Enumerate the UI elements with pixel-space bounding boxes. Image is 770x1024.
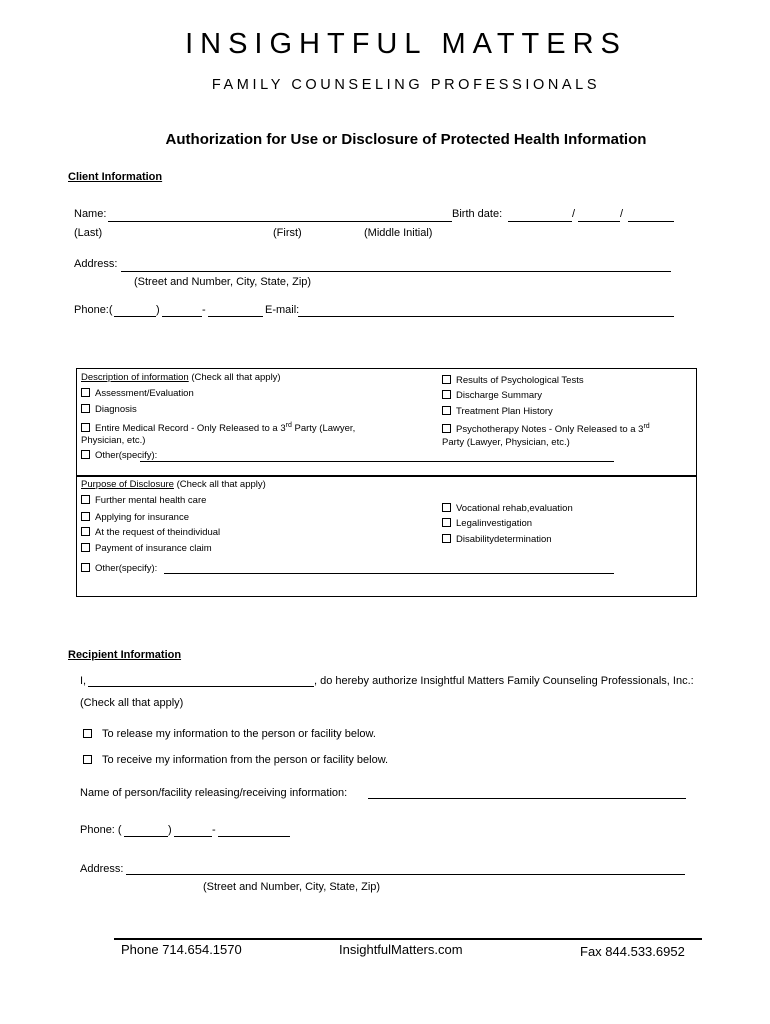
footer-fax: Fax 844.533.6952 bbox=[580, 944, 685, 959]
cb-applying-insurance[interactable] bbox=[81, 512, 189, 523]
cb-results[interactable] bbox=[442, 375, 584, 386]
checkbox[interactable] bbox=[81, 495, 90, 504]
cb-other-purpose[interactable] bbox=[81, 563, 157, 574]
recipient-i-label: I, bbox=[80, 675, 87, 687]
cb-psych-label-a: Psychotherapy Notes - Only Released to a 3 bbox=[456, 424, 644, 436]
cb-results-label: Results of Psychological Tests bbox=[456, 375, 584, 386]
checkbox[interactable] bbox=[81, 543, 90, 552]
cb-entire-record[interactable] bbox=[81, 422, 355, 434]
name-field[interactable] bbox=[108, 221, 452, 222]
cb-disability[interactable] bbox=[442, 534, 552, 545]
address-field[interactable] bbox=[121, 271, 671, 272]
cb-diagnosis[interactable] bbox=[81, 404, 137, 415]
checkbox[interactable] bbox=[83, 755, 92, 764]
cb-treatment[interactable] bbox=[442, 406, 553, 417]
name-label: Name: bbox=[74, 208, 107, 220]
checkbox[interactable] bbox=[83, 729, 92, 738]
address-label: Address: bbox=[74, 258, 118, 270]
birth-month-field[interactable] bbox=[508, 221, 572, 222]
checkbox[interactable] bbox=[442, 406, 451, 415]
cb-entire-label-a: Entire Medical Record - Only Released to a 3 bbox=[95, 423, 286, 435]
cb-request-individual[interactable] bbox=[81, 527, 220, 538]
recipient-phone-prefix[interactable] bbox=[174, 836, 212, 837]
phone-prefix-field[interactable] bbox=[162, 316, 202, 317]
cb-release-label: To release my information to the person or facility below. bbox=[102, 728, 376, 740]
cb-discharge-label: Discharge Summary bbox=[456, 390, 543, 401]
cb-other-label: Other(specify): bbox=[95, 450, 158, 461]
footer-phone: Phone 714.654.1570 bbox=[121, 942, 242, 957]
cb-discharge[interactable] bbox=[442, 390, 542, 401]
cb-release[interactable] bbox=[83, 728, 376, 740]
first-name-hint: (First) bbox=[273, 227, 302, 239]
description-heading bbox=[81, 372, 281, 383]
checkbox[interactable] bbox=[442, 518, 451, 527]
cb-further-care[interactable] bbox=[81, 495, 206, 506]
client-section-title: Client Information bbox=[68, 171, 163, 183]
email-label: E-mail: bbox=[265, 304, 300, 316]
cb-request-label: At the request of theindividual bbox=[95, 527, 221, 538]
phone-label: Phone:( bbox=[74, 304, 113, 316]
cb-vocational-label: Vocational rehab,evaluation bbox=[456, 503, 573, 514]
recipient-phone-label: Phone: ( bbox=[80, 824, 122, 836]
description-heading-text: Description of information bbox=[81, 372, 189, 383]
authorize-text: , do hereby authorize Insightful Matters Family Counseling Professionals, Inc.: bbox=[314, 675, 694, 687]
cb-legal-label: Legalinvestigation bbox=[456, 518, 533, 529]
cb-treatment-label: Treatment Plan History bbox=[456, 406, 553, 417]
footer-rule bbox=[114, 938, 702, 940]
recipient-address-label: Address: bbox=[80, 863, 124, 875]
check-all-note: (Check all that apply) bbox=[80, 697, 184, 709]
checkbox[interactable] bbox=[442, 424, 451, 433]
recipient-address-hint: (Street and Number, City, State, Zip) bbox=[203, 881, 381, 893]
birth-date-label: Birth date: bbox=[452, 208, 503, 220]
address-hint: (Street and Number, City, State, Zip) bbox=[134, 276, 312, 288]
cb-vocational[interactable] bbox=[442, 503, 573, 514]
authorizer-name-field[interactable] bbox=[88, 686, 314, 687]
cb-assessment-label: Assessment/Evaluation bbox=[95, 388, 194, 399]
checkbox[interactable] bbox=[442, 534, 451, 543]
brand-tagline: FAMILY COUNSELING PROFESSIONALS bbox=[211, 77, 601, 93]
brand-name: INSIGHTFUL MATTERS bbox=[185, 28, 627, 60]
phone-line-field[interactable] bbox=[208, 316, 263, 317]
cb-legal[interactable] bbox=[442, 518, 532, 529]
description-heading-note: (Check all that apply) bbox=[191, 372, 281, 383]
phone-dash: - bbox=[202, 304, 206, 316]
birth-sep-1: / bbox=[572, 208, 576, 220]
recipient-section-title: Recipient Information bbox=[68, 649, 182, 661]
cb-disability-label: Disabilitydetermination bbox=[456, 534, 552, 545]
cb-entire-sup: rd bbox=[285, 422, 292, 429]
checkbox[interactable] bbox=[442, 375, 451, 384]
recipient-name-field[interactable] bbox=[368, 798, 686, 799]
recipient-name-label: Name of person/facility releasing/receiving information: bbox=[80, 787, 348, 799]
checkbox[interactable] bbox=[81, 423, 90, 432]
birth-year-field[interactable] bbox=[628, 221, 674, 222]
cb-payment-label: Payment of insurance claim bbox=[95, 543, 212, 554]
checkbox[interactable] bbox=[81, 527, 90, 536]
purpose-heading-text: Purpose of Disclosure bbox=[81, 479, 174, 490]
recipient-phone-close: ) bbox=[168, 824, 172, 836]
checkbox[interactable] bbox=[81, 450, 90, 459]
checkbox[interactable] bbox=[442, 503, 451, 512]
recipient-phone-dash: - bbox=[212, 824, 216, 836]
recipient-address-field[interactable] bbox=[126, 874, 685, 875]
checkbox[interactable] bbox=[81, 512, 90, 521]
middle-initial-hint: (Middle Initial) bbox=[364, 227, 433, 239]
other-purpose-field[interactable] bbox=[164, 573, 614, 574]
last-name-hint: (Last) bbox=[74, 227, 103, 239]
cb-other-purpose-label: Other(specify): bbox=[95, 563, 158, 574]
cb-psychotherapy[interactable] bbox=[442, 423, 650, 435]
birth-day-field[interactable] bbox=[578, 221, 620, 222]
form-title: Authorization for Use or Disclosure of Protected Health Information bbox=[165, 131, 647, 148]
other-description-field[interactable] bbox=[140, 461, 614, 462]
cb-psych-label-b: Party (Lawyer, Physician, etc.) bbox=[442, 437, 570, 448]
phone-area-field[interactable] bbox=[114, 316, 156, 317]
footer-website[interactable]: InsightfulMatters.com bbox=[339, 942, 463, 957]
recipient-phone-area[interactable] bbox=[124, 836, 168, 837]
checkbox[interactable] bbox=[442, 390, 451, 399]
phone-close: ) bbox=[156, 304, 160, 316]
cb-payment-claim[interactable] bbox=[81, 543, 212, 554]
cb-applying-label: Applying for insurance bbox=[95, 512, 189, 523]
email-field[interactable] bbox=[298, 316, 674, 317]
cb-psych-sup: rd bbox=[643, 423, 650, 430]
cb-assessment[interactable] bbox=[81, 388, 194, 399]
cb-diagnosis-label: Diagnosis bbox=[95, 404, 137, 415]
cb-further-label: Further mental health care bbox=[95, 495, 207, 506]
checkbox[interactable] bbox=[81, 388, 90, 397]
birth-sep-2: / bbox=[620, 208, 624, 220]
cb-entire-label-b: Party (Lawyer, bbox=[291, 423, 356, 435]
recipient-phone-line[interactable] bbox=[218, 836, 290, 837]
cb-entire-label-c: Physician, etc.) bbox=[81, 435, 146, 446]
box-divider bbox=[77, 475, 696, 477]
cb-receive[interactable] bbox=[83, 754, 388, 766]
cb-receive-label: To receive my information from the person or facility below. bbox=[102, 754, 389, 766]
cb-other-description[interactable] bbox=[81, 450, 157, 461]
checkbox[interactable] bbox=[81, 563, 90, 572]
checkbox[interactable] bbox=[81, 404, 90, 413]
purpose-heading bbox=[81, 479, 266, 490]
purpose-heading-note: (Check all that apply) bbox=[173, 479, 266, 490]
